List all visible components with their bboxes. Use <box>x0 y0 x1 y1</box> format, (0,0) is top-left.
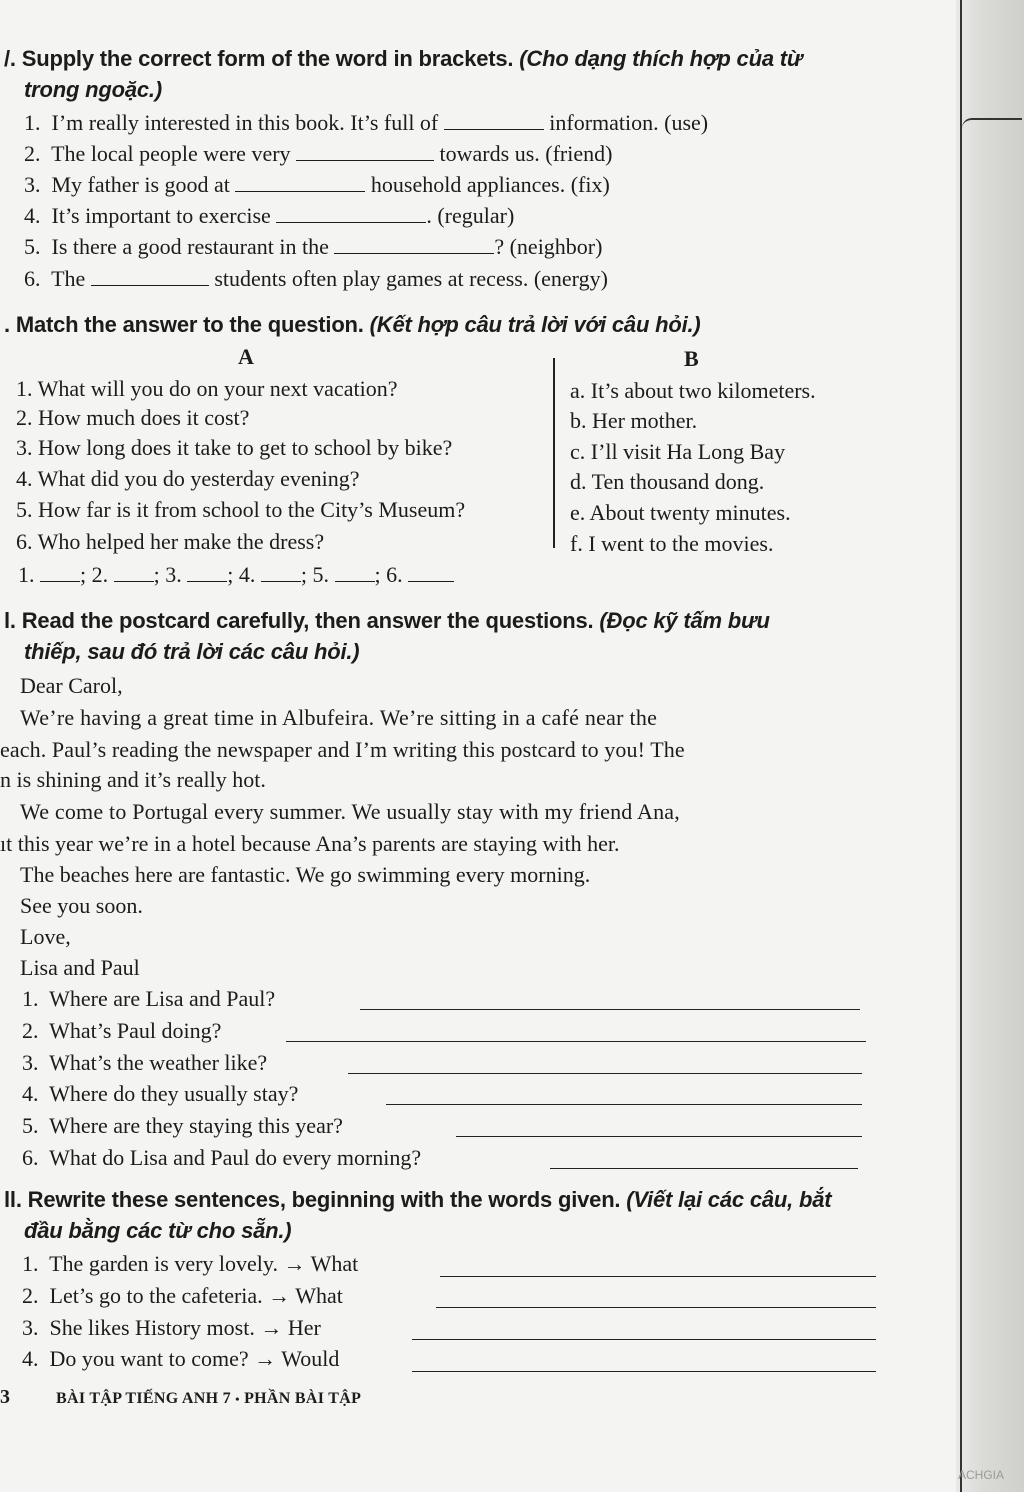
question-text: What do Lisa and Paul do every morning? <box>49 1145 422 1170</box>
section1-heading-line2 <box>24 77 162 103</box>
s1-item-4 <box>24 203 514 229</box>
answer-key-label: ; 5. <box>300 562 329 587</box>
s4-item-2 <box>22 1283 343 1309</box>
edge-rule <box>960 0 962 1492</box>
column-a-header: A <box>238 344 254 369</box>
section1-heading-en: /. Supply the correct form of the word in brackets. <box>4 46 514 71</box>
section1-heading <box>4 46 802 72</box>
question-text: What’s Paul doing? <box>49 1018 222 1043</box>
item-text: Do you want to come? → Would <box>49 1346 340 1371</box>
item-text: The <box>51 266 86 291</box>
section2-heading <box>4 312 701 338</box>
section3-heading-vi-2: thiếp, sau đó trả lời các câu hỏi.) <box>24 639 360 664</box>
answer-line[interactable] <box>348 1073 862 1074</box>
postcard-line: n is shining and it’s really hot. <box>0 767 266 792</box>
section3-heading-vi: (Đọc kỹ tấm bưu <box>599 608 770 633</box>
s3-question-6 <box>22 1145 421 1171</box>
match-answer-e: e. About twenty minutes. <box>570 500 791 525</box>
item-text: I’m really interested in this book. It’s full of <box>51 110 439 135</box>
s4-item-3 <box>22 1315 321 1341</box>
section2-heading-en: . Match the answer to the question. <box>4 312 364 337</box>
match-answer-c: c. I’ll visit Ha Long Bay <box>570 439 786 464</box>
section4-heading-line2 <box>24 1218 291 1244</box>
match-question-5: 5. How far is it from school to the City’s Museum? <box>16 497 466 522</box>
answer-key-label: ; 3. <box>153 562 182 587</box>
s1-item-5 <box>24 234 602 260</box>
s3-question-4 <box>22 1081 298 1107</box>
answer-line[interactable] <box>436 1307 876 1308</box>
item-number: 1. <box>22 1251 39 1276</box>
answer-line[interactable] <box>412 1339 876 1340</box>
answer-key-blank[interactable] <box>408 563 454 582</box>
postcard-signature: Lisa and Paul <box>20 955 140 980</box>
item-text: She likes History most. → Her <box>49 1315 321 1340</box>
bullet-icon: • <box>235 1392 240 1406</box>
answer-line[interactable] <box>456 1136 862 1137</box>
column-divider <box>553 358 555 548</box>
item-text: The garden is very lovely. → What <box>49 1251 359 1276</box>
match-question-2: 2. How much does it cost? <box>16 405 250 430</box>
answer-blank[interactable] <box>91 267 209 286</box>
postcard-closing: Love, <box>20 924 71 949</box>
page-edge <box>956 0 1024 1492</box>
match-answer-b: b. Her mother. <box>570 408 698 433</box>
item-number: 1. <box>24 110 41 135</box>
section3-heading-en: l. Read the postcard carefully, then answer the questions. <box>4 608 594 633</box>
question-text: Where are Lisa and Paul? <box>49 986 276 1011</box>
answer-blank[interactable] <box>296 142 434 161</box>
item-hint: ? (neighbor) <box>494 234 603 259</box>
question-number: 6. <box>22 1145 39 1170</box>
item-number: 4. <box>22 1346 39 1371</box>
match-question-6: 6. Who helped her make the dress? <box>16 529 325 554</box>
answer-line[interactable] <box>286 1041 866 1042</box>
postcard-line: The beaches here are fantastic. We go swimming every morning. <box>20 862 591 887</box>
item-text: Is there a good restaurant in the <box>51 234 329 259</box>
question-text: Where do they usually stay? <box>49 1081 299 1106</box>
item-text: It’s important to exercise <box>51 203 271 228</box>
postcard-line: each. Paul’s reading the newspaper and I’m writing this postcard to you! The <box>0 737 685 762</box>
item-text: Let’s go to the cafeteria. → What <box>49 1283 343 1308</box>
section3-heading <box>4 608 770 634</box>
item-hint: information. (use) <box>549 110 709 135</box>
section4-heading-en: ll. Rewrite these sentences, beginning with the words given. <box>4 1187 621 1212</box>
question-number: 2. <box>22 1018 39 1043</box>
answer-line[interactable] <box>386 1104 862 1105</box>
item-hint: students often play games at recess. (energy) <box>214 266 608 291</box>
answer-blank[interactable] <box>444 111 544 130</box>
page-number: 3 <box>0 1386 11 1408</box>
answer-key-blank[interactable] <box>335 563 375 582</box>
edge-curve <box>962 118 1022 128</box>
match-question-3: 3. How long does it take to get to school by bike? <box>16 435 453 460</box>
s3-question-5 <box>22 1113 343 1139</box>
s3-question-1 <box>22 986 275 1012</box>
answer-blank[interactable] <box>276 204 426 223</box>
answer-key-label: 1. <box>18 562 35 587</box>
book-title: BÀI TẬP TIẾNG ANH 7 <box>56 1390 231 1407</box>
answer-key-blank[interactable] <box>187 563 227 582</box>
item-number: 2. <box>24 141 41 166</box>
postcard-closing: See you soon. <box>20 893 143 918</box>
answer-key-label: ; 6. <box>374 562 403 587</box>
item-number: 3. <box>24 172 41 197</box>
answer-blank[interactable] <box>334 235 494 254</box>
section2-heading-vi: (Kết hợp câu trả lời với câu hỏi.) <box>369 312 701 337</box>
answer-blank[interactable] <box>235 173 365 192</box>
match-answer-f: f. I went to the movies. <box>570 531 774 556</box>
postcard-line: We’re having a great time in Albufeira. We’re sitting in a café near the <box>20 705 658 730</box>
answer-key-label: ; 4. <box>227 562 256 587</box>
item-number: 6. <box>24 266 41 291</box>
question-number: 1. <box>22 986 39 1011</box>
section1-heading-vi-2: trong ngoặc.) <box>24 77 162 102</box>
item-number: 2. <box>22 1283 39 1308</box>
postcard-greeting: Dear Carol, <box>20 673 123 698</box>
match-question-4: 4. What did you do yesterday evening? <box>16 466 360 491</box>
s1-item-2 <box>24 141 612 167</box>
match-answer-a: a. It’s about two kilometers. <box>570 378 816 403</box>
item-hint: . (regular) <box>426 203 515 228</box>
item-number: 4. <box>24 203 41 228</box>
section3-heading-line2 <box>24 639 359 665</box>
s1-item-6 <box>24 266 608 292</box>
item-number: 3. <box>22 1315 39 1340</box>
section4-heading-vi-2: đầu bằng các từ cho sẵn.) <box>24 1218 292 1243</box>
answer-line[interactable] <box>550 1168 858 1169</box>
item-text: My father is good at <box>51 172 230 197</box>
match-answer-d: d. Ten thousand dong. <box>570 469 765 494</box>
answer-line[interactable] <box>412 1371 876 1372</box>
answer-key-row <box>18 562 454 588</box>
match-question-1: 1. What will you do on your next vacation? <box>16 376 398 401</box>
question-number: 3. <box>22 1050 39 1075</box>
question-number: 4. <box>22 1081 39 1106</box>
item-number: 5. <box>24 234 41 259</box>
answer-key-label: ; 2. <box>80 562 109 587</box>
item-hint: household appliances. (fix) <box>370 172 610 197</box>
item-text: The local people were very <box>51 141 291 166</box>
answer-key-blank[interactable] <box>40 563 80 582</box>
postcard-line: We come to Portugal every summer. We usually stay with my friend Ana, <box>20 799 680 824</box>
s3-question-2 <box>22 1018 221 1044</box>
answer-line[interactable] <box>360 1009 860 1010</box>
section-title: PHẦN BÀI TẬP <box>244 1390 362 1407</box>
s4-item-1 <box>22 1251 358 1277</box>
question-text: Where are they staying this year? <box>49 1113 343 1138</box>
column-b-header: B <box>684 346 699 371</box>
answer-key-blank[interactable] <box>261 563 301 582</box>
postcard-line: ıt this year we’re in a hotel because Ana’s parents are staying with her. <box>0 831 620 856</box>
question-text: What’s the weather like? <box>49 1050 268 1075</box>
section4-heading <box>4 1187 831 1213</box>
s3-question-3 <box>22 1050 267 1076</box>
answer-line[interactable] <box>440 1276 876 1277</box>
s1-item-1 <box>24 110 708 136</box>
s4-item-4 <box>22 1346 339 1372</box>
item-hint: towards us. (friend) <box>439 141 613 166</box>
s1-item-3 <box>24 172 610 198</box>
running-footer <box>56 1390 361 1408</box>
answer-key-blank[interactable] <box>114 563 154 582</box>
section4-heading-vi: (Viết lại các câu, bắt <box>626 1187 832 1212</box>
question-number: 5. <box>22 1113 39 1138</box>
watermark: ACHGIA <box>958 1468 1005 1482</box>
section1-heading-vi: (Cho dạng thích hợp của từ <box>519 46 803 71</box>
